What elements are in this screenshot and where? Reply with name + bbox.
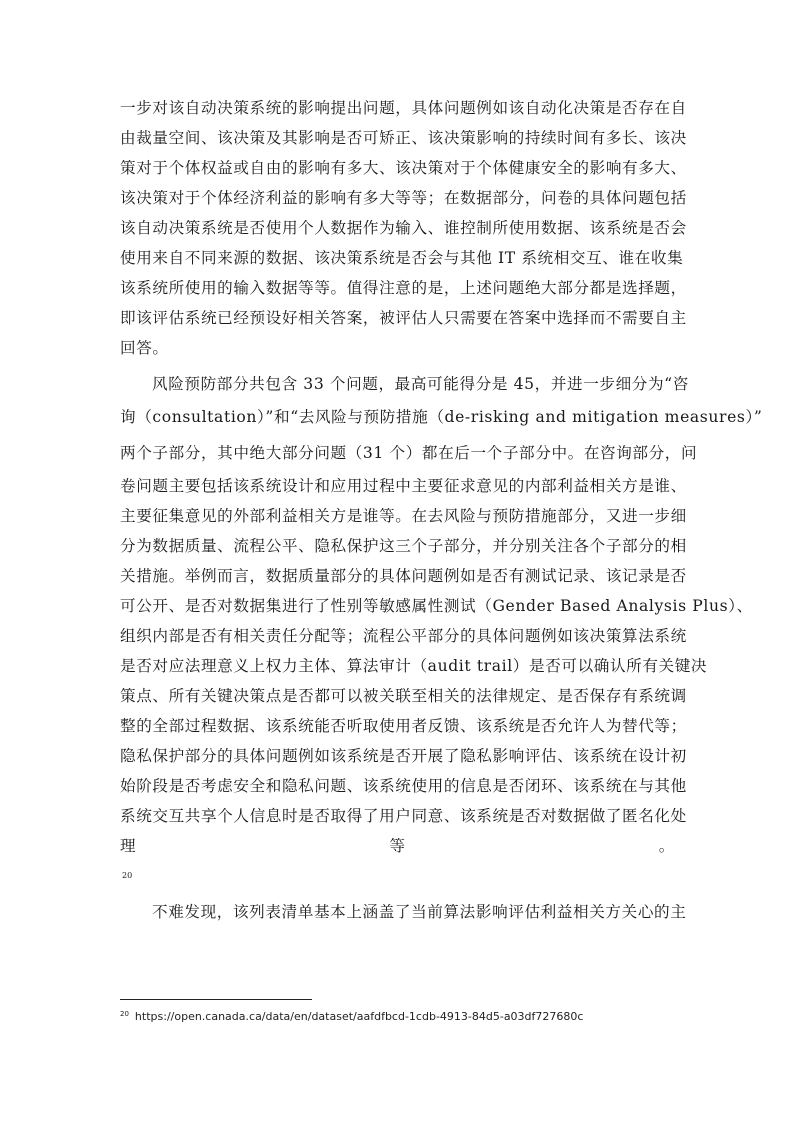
footnote-divider	[120, 999, 312, 1000]
footnote	[120, 1010, 583, 1023]
footnote-number: 20	[120, 1010, 129, 1018]
paragraph-2-line: 隐私保护部分的具体问题例如该系统是否开展了隐私影响评估、该系统在设计初	[120, 747, 687, 765]
footnote-reference[interactable]: 20	[122, 871, 133, 880]
paragraph-1-line: 策对于个体权益或自由的影响有多大、该决策对于个体健康安全的影响有多大、	[120, 159, 687, 177]
paragraph-2-line: 分为数据质量、流程公平、隐私保护这三个子部分，并分别关注各个子部分的相	[120, 537, 687, 555]
paragraph-2-line: 关措施。举例而言，数据质量部分的具体问题例如是否有测试记录、该记录是否	[120, 567, 687, 585]
paragraph-2-line: 可公开、是否对数据集进行了性别等敏感属性测试（Gender Based Analysis Plus）、	[120, 597, 753, 615]
footnote-link[interactable]: https://open.canada.ca/data/en/dataset/aafdfbcd-1cdb-4913-84d5-a03df727680c	[134, 1010, 584, 1023]
paragraph-1-line: 回答。	[120, 339, 169, 357]
paragraph-2-line: 是否对应法理意义上权力主体、算法审计（audit trail）是否可以确认所有关键决	[120, 657, 708, 675]
paragraph-2-line: 始阶段是否考虑安全和隐私问题、该系统使用的信息是否闭环、该系统在与其他	[120, 777, 687, 795]
paragraph-2-line: 理等。	[120, 837, 675, 855]
paragraph-2-line: 风险预防部分共包含 33 个问题，最高可能得分是 45，并进一步细分为“咨	[152, 375, 689, 393]
paragraph-1-line: 该自动决策系统是否使用个人数据作为输入、谁控制所使用数据、该系统是否会	[120, 219, 687, 237]
paragraph-2-line: 主要征集意见的外部利益相关方是谁等。在去风险与预防措施部分，又进一步细	[120, 507, 687, 525]
paragraph-3-line: 不难发现，该列表清单基本上涵盖了当前算法影响评估利益相关方关心的主	[152, 903, 687, 921]
paragraph-2-line: 策点、所有关键决策点是否都可以被关联至相关的法律规定、是否保存有系统调	[120, 687, 687, 705]
paragraph-1-line: 一步对该自动决策系统的影响提出问题，具体问题例如该自动化决策是否存在自	[120, 99, 687, 117]
paragraph-2-line: 整的全部过程数据、该系统能否听取使用者反馈、该系统是否允许人为替代等；	[120, 717, 687, 735]
body-text	[120, 93, 763, 927]
paragraph-2-line: 系统交互共享个人信息时是否取得了用户同意、该系统是否对数据做了匿名化处	[120, 807, 687, 825]
paragraph-1-line: 由裁量空间、该决策及其影响是否可矫正、该决策影响的持续时间有多长、该决	[120, 129, 687, 147]
paragraph-1-line: 该决策对于个体经济利益的影响有多大等等；在数据部分，问卷的具体问题包括	[120, 189, 687, 207]
paragraph-1-line: 即该评估系统已经预设好相关答案，被评估人只需要在答案中选择而不需要自主	[120, 309, 687, 327]
paragraph-2-last-line	[120, 861, 675, 891]
paragraph-2-line: 两个子部分，其中绝大部分问题（31 个）都在后一个子部分中。在咨询部分，问	[120, 444, 698, 462]
paragraph-2-line: 组织内部是否有相关责任分配等；流程公平部分的具体问题例如该决策算法系统	[120, 627, 687, 645]
paragraph-1-line: 该系统所使用的输入数据等等。值得注意的是，上述问题绝大部分都是选择题，	[120, 279, 687, 297]
paragraph-2-line: 卷问题主要包括该系统设计和应用过程中主要征求意见的内部利益相关方是谁、	[120, 477, 687, 495]
paragraph-2-line: 询（consultation）”和“去风险与预防措施（de-risking and mitigation measures）”	[120, 408, 763, 426]
paragraph-1-line: 使用来自不同来源的数据、该决策系统是否会与其他 IT 系统相交互、谁在收集	[120, 249, 684, 267]
